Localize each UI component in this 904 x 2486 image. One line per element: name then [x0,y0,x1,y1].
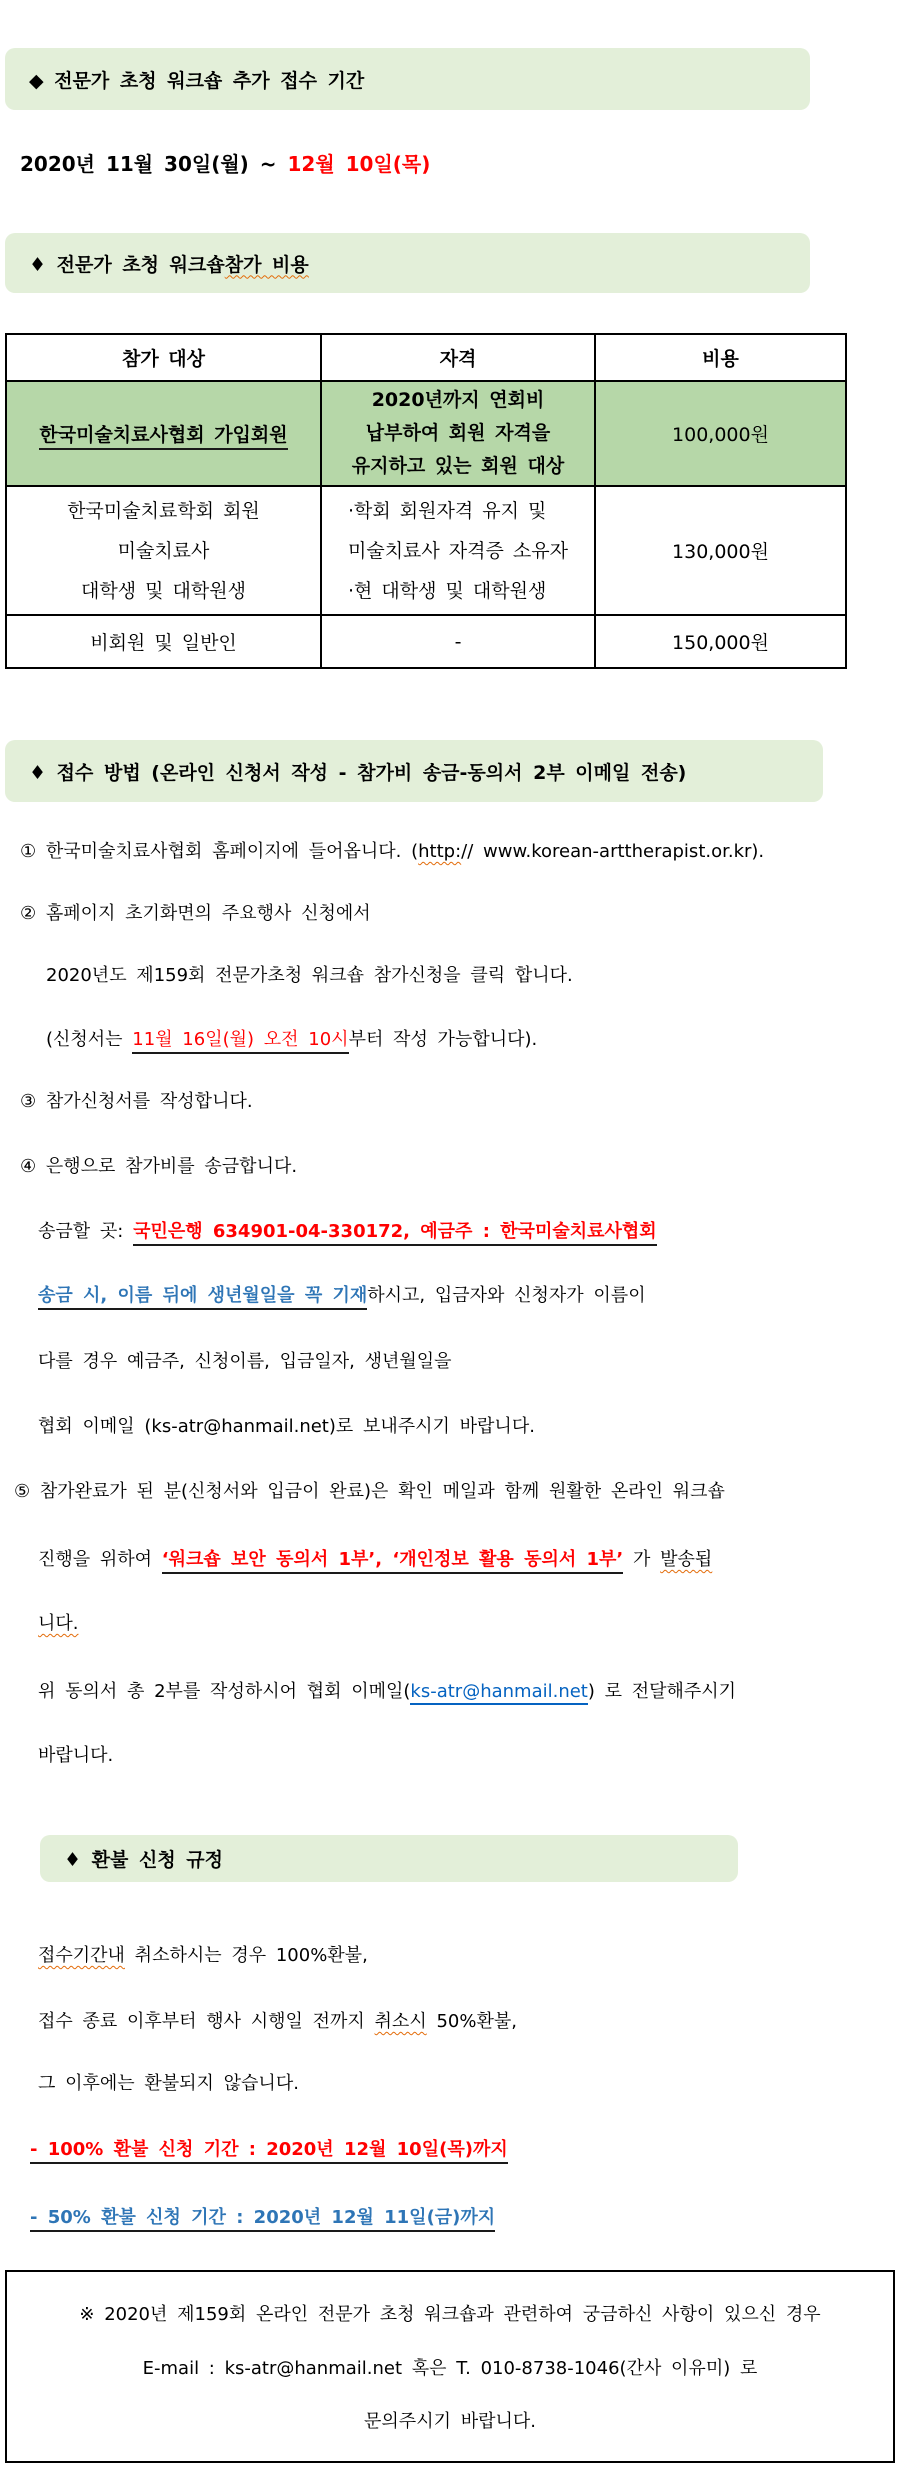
fee-table-row-member [6,381,846,486]
section-header-refund-policy-label: ♦ 환불 신청 규정 [64,1849,224,1871]
fee-table-nonmember-qualification: - [321,615,595,668]
fee-table-member-target [6,381,321,486]
refund-deadline-50 [30,2206,495,2230]
bank-account-label: 송금할 곳: [38,1221,134,1242]
refund-rule-100-rest: 취소하시는 경우 100%환불, [124,1945,368,1966]
step-5: ⑤ 참가완료가 된 분(신청서와 입금이 완료)은 확인 메일과 함께 원활한 온라인 워크숍 [14,1481,725,1502]
fee-table-row-nonmember [6,615,846,668]
step-4-name-mismatch-line: 다를 경우 예금주, 신청이름, 입금일자, 생년월일을 [38,1351,452,1372]
refund-rule-100 [38,1944,368,1968]
refund-deadline-100 [30,2138,508,2162]
step-2-note-post: 부터 작성 가능합니다). [348,1029,538,1050]
fee-table-society-qual-line1: ·학회 회원자격 유지 및 [348,499,547,522]
step-5-continuation [38,1612,79,1636]
fee-table-society-qualification [321,486,595,615]
fee-table-society-target-line3: 대학생 및 대학원생 [81,579,246,602]
step-1 [20,840,764,864]
consent-forms-wavy: 발송됩 [660,1549,713,1570]
step-4: ④ 은행으로 참가비를 송금합니다. [20,1156,298,1177]
step-4-bank-account [38,1220,657,1244]
section-header-participation-fee-pre: ♦ 전문가 초청 워크숍 [29,253,225,276]
contact-info-box [5,2270,895,2463]
step-5-closing: 바랍니다. [38,1745,114,1766]
step-2-note-pre: (신청서는 [46,1029,133,1050]
send-forms-pre: 위 동의서 총 2부를 작성하시어 협회 이메일( [38,1681,411,1702]
step-2-note-date-highlight: 11월 16일(월) 오전 10시 [132,1029,348,1054]
fee-table-member-qual-line2: 납부하여 회원 자격을 [365,422,551,444]
step-5-consent-forms-line [38,1548,712,1572]
fee-table-row-society-member [6,486,846,615]
refund-rule-50-wavy: 취소시 [374,2011,427,2032]
bank-account-number: 국민은행 634901-04-330172, 예금주 : 한국미술치료사협회 [133,1221,657,1246]
transfer-instruction-rest: 하시고, 입금자와 신청자가 이름이 [367,1285,646,1306]
section-header-extra-registration-period-label: ◆ 전문가 초청 워크숍 추가 접수 기간 [29,69,365,92]
fee-table-society-target-line1: 한국미술치료학회 회원 [67,499,260,522]
step-5-continuation-wavy: 니다. [38,1613,79,1634]
fee-table-society-target [6,486,321,615]
consent-forms-highlight: ‘워크숍 보안 동의서 1부’, ‘개인정보 활용 동의서 1부’ [162,1549,623,1574]
fee-table-nonmember-cost: 150,000원 [595,615,846,668]
step-2-form-open-note [46,1028,537,1052]
refund-rule-50-pre: 접수 종료 이후부터 행사 시행일 전까지 [38,2011,375,2032]
consent-forms-mid: 가 [623,1549,661,1570]
fee-table-member-target-label: 한국미술치료사협회 가입회원 [39,424,287,450]
step-3: ③ 참가신청서를 작성합니다. [20,1091,253,1112]
fee-table-society-cost: 130,000원 [595,486,846,615]
fee-table-member-qual-line3: 유지하고 있는 회원 대상 [351,455,565,477]
fee-table-header-target: 참가 대상 [6,334,321,381]
refund-rule-100-wavy: 접수기간내 [38,1945,125,1966]
section-header-registration-method [5,740,823,802]
fee-table-nonmember-target: 비회원 및 일반인 [6,615,321,668]
fee-table-header-row [6,334,846,381]
step-4-transfer-instruction [38,1284,646,1308]
fee-table-member-qualification [321,381,595,486]
date-range-start: 2020년 11월 30일(월) ~ [20,152,288,176]
refund-rule-none: 그 이후에는 환불되지 않습니다. [38,2073,299,2094]
fee-table-member-qual-line1: 2020년까지 연회비 [371,389,545,411]
refund-deadline-100-label: - 100% 환불 신청 기간 : 2020년 12월 10일(목)까지 [30,2139,508,2164]
registration-date-range [20,152,430,176]
fee-table-society-qual-line2: 미술치료사 자격증 소유자 [348,539,568,562]
step-2-click-instruction: 2020년도 제159회 전문가초청 워크숍 참가신청을 클릭 합니다. [46,965,573,986]
fee-table-society-target-line2: 미술치료사 [117,539,210,562]
step-4-email-line: 협회 이메일 (ks-atr@hanmail.net)로 보내주시기 바랍니다. [38,1416,535,1437]
refund-deadline-50-label: - 50% 환불 신청 기간 : 2020년 12월 11일(금)까지 [30,2207,495,2232]
fee-table-society-qual-line3: ·현 대학생 및 대학원생 [348,579,547,602]
contact-info-line3: 문의주시기 바랍니다. [364,2411,536,2433]
section-header-extra-registration-period [5,48,810,110]
step-5-send-forms-line [38,1680,736,1704]
contact-info-line2: E-mail : ks-atr@hanmail.net 혹은 T. 010-8738-1046(간사 이유미) 로 [142,2357,758,2379]
fee-table-header-cost: 비용 [595,334,846,381]
refund-rule-50-rest: 50%환불, [426,2011,517,2032]
fee-table-header-qualification: 자격 [321,334,595,381]
section-header-participation-fee [5,233,810,293]
step-2: ② 홈페이지 초기화면의 주요행사 신청에서 [20,903,371,924]
fee-table-member-cost: 100,000원 [595,381,846,486]
step-1-pre: ① 한국미술치료사협회 홈페이지에 들어옵니다. ( [20,841,419,862]
date-range-end-highlight: 12월 10일(목) [287,152,431,176]
association-email-link[interactable]: ks-atr@hanmail.net [410,1681,587,1705]
refund-rule-50 [38,2010,517,2034]
send-forms-post: ) 로 전달해주시기 [587,1681,737,1702]
contact-info-line1: ※ 2020년 제159회 온라인 전문가 초청 워크숍과 관련하여 궁금하신 사항이 있으신 경우 [79,2303,821,2325]
step-1-url-rest: // www.korean-arttherapist.or.kr). [461,841,765,862]
section-header-refund-policy [40,1835,738,1882]
section-header-participation-fee-wavy: 참가 비용 [224,253,309,276]
fee-table [5,333,847,669]
section-header-registration-method-label: ♦ 접수 방법 (온라인 신청서 작성 - 참가비 송금-동의서 2부 이메일 전송) [29,761,687,784]
step-1-url-wavy: http: [418,841,462,862]
consent-forms-pre: 진행을 위하여 [38,1549,162,1570]
transfer-birthdate-highlight: 송금 시, 이름 뒤에 생년월일을 꼭 기재 [38,1285,367,1310]
